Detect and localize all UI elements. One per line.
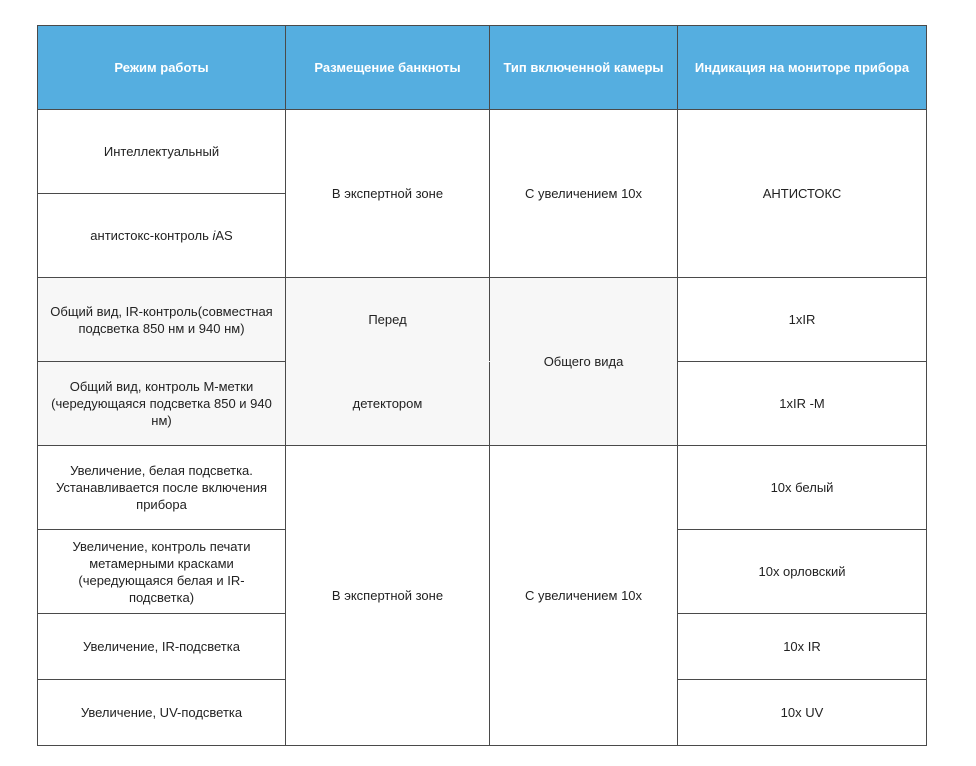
placement-cell: В экспертной зоне <box>286 110 490 278</box>
placement-cell: Перед <box>286 278 490 362</box>
indication-cell: 10x UV <box>678 680 927 746</box>
placement-cell: детектором <box>286 362 490 446</box>
mode-cell: Увеличение, UV-подсветка <box>38 680 286 746</box>
placement-cell: В экспертной зоне <box>286 446 490 746</box>
header-indication: Индикация на мониторе прибора <box>678 26 927 110</box>
mode-cell: Увеличение, контроль печати метамерными красками (чередующаяся белая и IR-подсветка) <box>38 530 286 614</box>
mode-cell <box>38 194 286 278</box>
table-header-row <box>38 26 927 110</box>
camera-cell: Общего вида <box>490 278 678 446</box>
indication-cell: 1xIR <box>678 278 927 362</box>
mode-cell: Общий вид, IR-контроль(совместная подсветка 850 нм и 940 нм) <box>38 278 286 362</box>
table-row <box>38 278 927 362</box>
camera-cell: С увеличением 10x <box>490 446 678 746</box>
indication-cell: АНТИСТОКС <box>678 110 927 278</box>
mode-cell: Общий вид, контроль М-метки (чередующаяся подсветка 850 и 940 нм) <box>38 362 286 446</box>
operating-modes-table <box>37 25 927 746</box>
camera-cell: С увеличением 10x <box>490 110 678 278</box>
mode-text-prefix: антистокс-контроль <box>90 228 209 243</box>
mode-cell: Увеличение, белая подсветка. Устанавливается после включения прибора <box>38 446 286 530</box>
indication-cell: 10x IR <box>678 614 927 680</box>
mode-text-i: i <box>212 228 216 243</box>
indication-cell: 10x белый <box>678 446 927 530</box>
table-row <box>38 446 927 530</box>
header-placement: Размещение банкноты <box>286 26 490 110</box>
header-mode: Режим работы <box>38 26 286 110</box>
mode-cell: Увеличение, IR-подсветка <box>38 614 286 680</box>
indication-cell: 10x орловский <box>678 530 927 614</box>
mode-text-suffix: AS <box>215 228 233 243</box>
table-row <box>38 110 927 194</box>
table-row <box>38 362 927 446</box>
header-camera: Тип включенной камеры <box>490 26 678 110</box>
indication-cell: 1xIR -M <box>678 362 927 446</box>
mode-cell: Интеллектуальный <box>38 110 286 194</box>
